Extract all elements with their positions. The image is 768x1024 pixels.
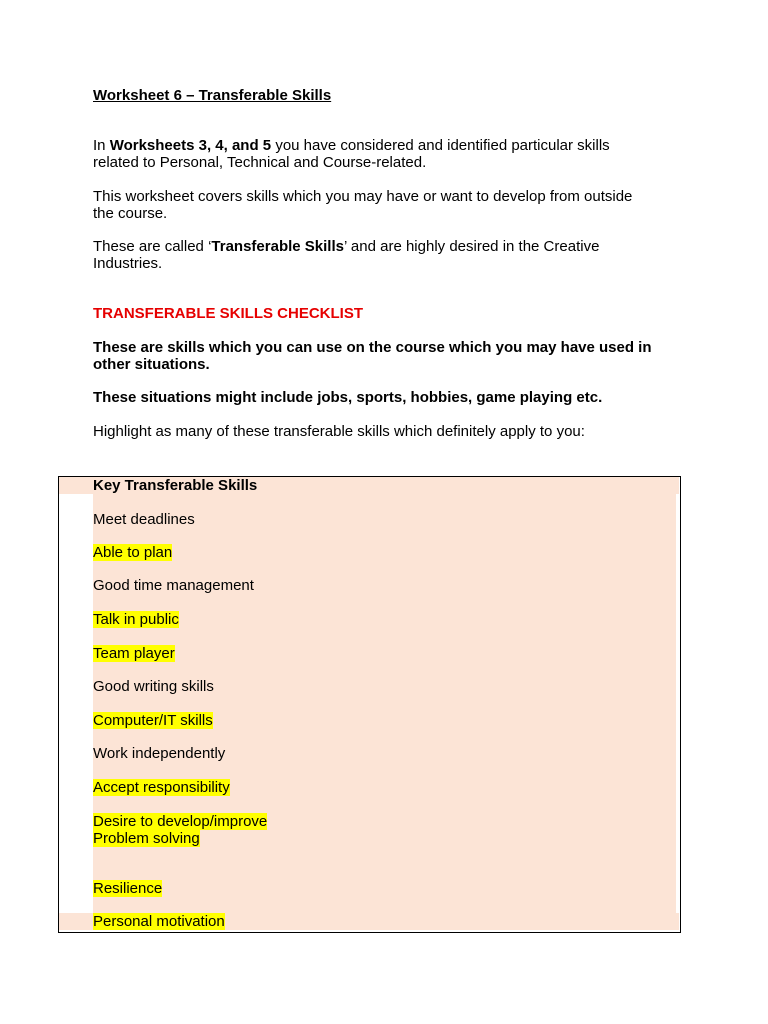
intro-suffix: you have considered and identified particular skills (271, 137, 610, 154)
scope-line1: This worksheet covers skills which you may have or want to develop from outside (93, 188, 633, 205)
skill-label: Talk in public (93, 611, 179, 628)
scope-paragraph (93, 188, 673, 222)
skill-item (93, 678, 214, 695)
skill-item (93, 511, 195, 528)
skill-item (93, 712, 213, 729)
skill-item (93, 745, 225, 762)
situations-paragraph: These situations might include jobs, sports, hobbies, game playing etc. (93, 389, 603, 406)
checklist-heading: TRANSFERABLE SKILLS CHECKLIST (93, 305, 363, 322)
intro-paragraph (93, 137, 673, 171)
table-header: Key Transferable Skills (93, 477, 258, 494)
definition-paragraph (93, 238, 673, 272)
skill-label: Desire to develop/improve (93, 813, 268, 830)
skill-label: Problem solving (93, 830, 200, 847)
definition-prefix: These are called ‘ (93, 238, 212, 255)
skill-item (93, 611, 179, 628)
skill-label: Good writing skills (93, 678, 214, 695)
worksheet-title: Worksheet 6 – Transferable Skills (93, 87, 332, 104)
skill-label: Personal motivation (93, 913, 225, 930)
skill-item (93, 544, 172, 561)
table-shade (93, 477, 676, 930)
definition-line2: Industries. (93, 255, 163, 272)
skills-explanation-line2: other situations. (93, 356, 210, 373)
skill-label: Able to plan (93, 544, 173, 561)
skill-item (93, 577, 254, 594)
scope-line2: the course. (93, 205, 168, 222)
intro-bold: Worksheets 3, 4, and 5 (109, 137, 272, 154)
skill-label: Good time management (93, 577, 254, 594)
skill-label: Meet deadlines (93, 511, 195, 528)
definition-bold: Transferable Skills (211, 238, 344, 255)
skill-label: Computer/IT skills (93, 712, 213, 729)
skill-label: Resilience (93, 880, 163, 897)
instruction-text: Highlight as many of these transferable skills which definitely apply to you: (93, 423, 585, 440)
intro-line2: related to Personal, Technical and Course-related. (93, 154, 427, 171)
skill-label: Accept responsibility (93, 779, 230, 796)
skill-item (93, 880, 162, 897)
skill-item (93, 779, 230, 796)
skill-item (93, 913, 225, 930)
skill-label: Team player (93, 645, 175, 662)
intro-prefix: In (93, 137, 110, 154)
skill-item (93, 813, 267, 830)
skill-label: Work independently (93, 745, 226, 762)
skill-item (93, 645, 175, 662)
skill-item (93, 830, 200, 847)
skills-explanation-line1: These are skills which you can use on the course which you may have used in (93, 339, 652, 356)
skills-explanation (93, 339, 673, 373)
definition-suffix: ’ and are highly desired in the Creative (343, 238, 600, 255)
